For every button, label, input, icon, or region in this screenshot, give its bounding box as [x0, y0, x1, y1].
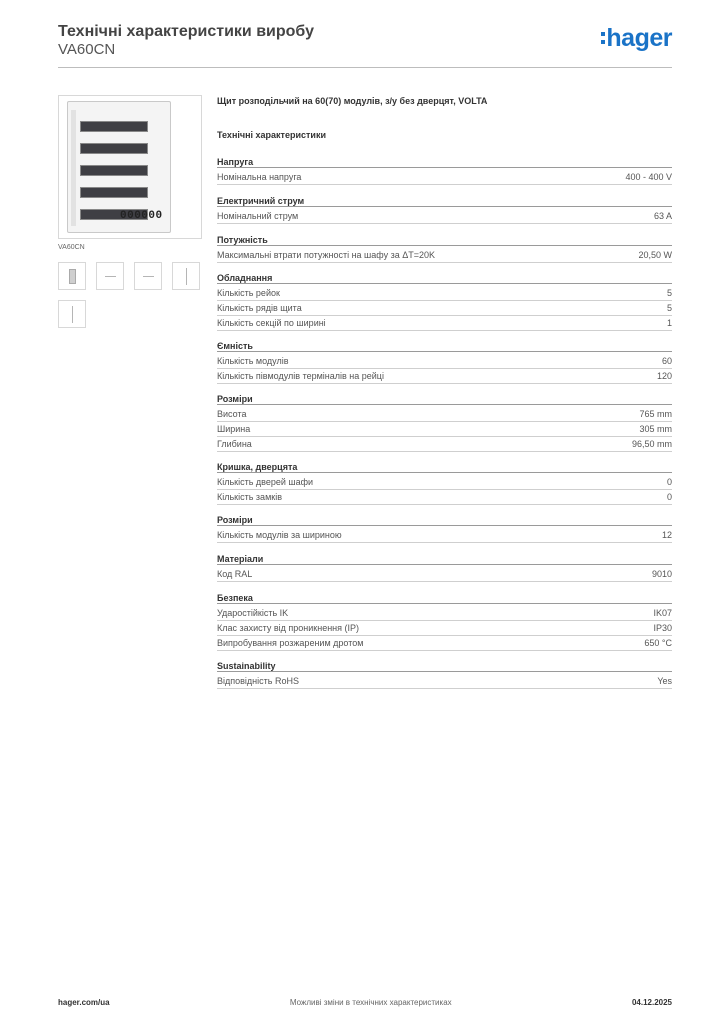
spec-value: 650 °C [644, 638, 672, 648]
thumbnail-front-view[interactable] [58, 262, 86, 290]
spec-label: Кількість півмодулів терміналів на рейці [217, 371, 384, 381]
thumbnail-side-view[interactable] [172, 262, 200, 290]
spec-value: 400 - 400 V [625, 172, 672, 182]
spec-row [217, 209, 672, 224]
hager-logo[interactable] [601, 25, 672, 51]
spec-label: Ширина [217, 424, 251, 434]
spec-row [217, 301, 672, 316]
product-title: Щит розподільчий на 60(70) модулів, з/у без дверцят, VOLTA [217, 96, 488, 106]
spec-row [217, 674, 672, 689]
spec-group-title: Ємність [217, 340, 672, 352]
spec-label: Кількість замків [217, 492, 282, 502]
spec-value: 63 A [653, 211, 672, 221]
spec-row [217, 490, 672, 505]
logo-text: hager [606, 24, 672, 52]
spec-value: 765 mm [639, 409, 672, 419]
spec-label: Код RAL [217, 569, 253, 579]
spec-value: 305 mm [639, 424, 672, 434]
spec-value: 20,50 W [638, 250, 672, 260]
spec-row [217, 170, 672, 185]
spec-row [217, 567, 672, 582]
spec-row [217, 286, 672, 301]
thumbnail-bottom-view[interactable] [134, 262, 162, 290]
spec-value: 5 [666, 303, 672, 313]
footer-website-link[interactable]: hager.com/ua [58, 998, 110, 1007]
spec-group-title: Розміри [217, 514, 672, 526]
spec-value: 5 [666, 288, 672, 298]
spec-label: Кількість модулів за шириною [217, 530, 342, 540]
footer-date: 04.12.2025 [631, 998, 672, 1007]
thumbnail-top-view[interactable] [96, 262, 124, 290]
spec-row [217, 621, 672, 636]
spec-value: IP30 [653, 623, 672, 633]
spec-group-title: Напруга [217, 156, 672, 168]
specs-title: Технічні характеристики [217, 130, 326, 140]
spec-row [217, 248, 672, 263]
spec-value: 12 [661, 530, 672, 540]
spec-label: Номінальний струм [217, 211, 299, 221]
spec-label: Випробування розжареним дротом [217, 638, 364, 648]
product-image[interactable] [58, 95, 202, 239]
counter-label: 000000 [120, 210, 163, 222]
spec-value: IK07 [653, 608, 672, 618]
spec-group-title: Електричний струм [217, 195, 672, 207]
image-caption: VA60CN [58, 244, 85, 251]
spec-label: Кількість дверей шафи [217, 477, 314, 487]
spec-label: Відповідність RoHS [217, 676, 299, 686]
spec-group-title: Sustainability [217, 660, 672, 672]
spec-row [217, 475, 672, 490]
logo-colon-icon [601, 32, 605, 44]
spec-group-title: Безпека [217, 592, 672, 604]
spec-value: 9010 [651, 569, 672, 579]
spec-row [217, 437, 672, 452]
spec-row [217, 369, 672, 384]
spec-value: 0 [666, 477, 672, 487]
spec-label: Кількість секцій по ширині [217, 318, 326, 328]
page-header [58, 22, 672, 68]
spec-label: Номінальна напруга [217, 172, 302, 182]
spec-label: Кількість рядів щита [217, 303, 302, 313]
spec-label: Глибина [217, 439, 252, 449]
product-code: VA60CN [58, 41, 116, 58]
spec-label: Максимальні втрати потужності на шафу за ΔT=20K [217, 250, 435, 260]
spec-row [217, 636, 672, 651]
spec-row [217, 354, 672, 369]
footer-note: Можливі зміни в технічних характеристиках [289, 998, 452, 1007]
spec-group-title: Розміри [217, 393, 672, 405]
spec-row [217, 528, 672, 543]
spec-label: Кількість модулів [217, 356, 289, 366]
spec-group-title: Матеріали [217, 553, 672, 565]
spec-group-title: Обладнання [217, 272, 672, 284]
page-footer [58, 998, 672, 1007]
spec-label: Висота [217, 409, 247, 419]
spec-row [217, 606, 672, 621]
spec-group-title: Потужність [217, 234, 672, 246]
page-title: Технічні характеристики виробу [58, 23, 314, 40]
spec-label: Кількість рейок [217, 288, 280, 298]
spec-row [217, 422, 672, 437]
spec-value: 0 [666, 492, 672, 502]
spec-row [217, 407, 672, 422]
spec-value: 120 [656, 371, 672, 381]
spec-row [217, 316, 672, 331]
thumbnail-side-view-2[interactable] [58, 300, 86, 328]
spec-value: 1 [666, 318, 672, 328]
spec-group-title: Кришка, дверцята [217, 461, 672, 473]
spec-label: Ударостійкість IK [217, 608, 289, 618]
spec-value: Yes [657, 676, 672, 686]
spec-label: Клас захисту від проникнення (IP) [217, 623, 360, 633]
spec-value: 60 [661, 356, 672, 366]
spec-value: 96,50 mm [631, 439, 672, 449]
